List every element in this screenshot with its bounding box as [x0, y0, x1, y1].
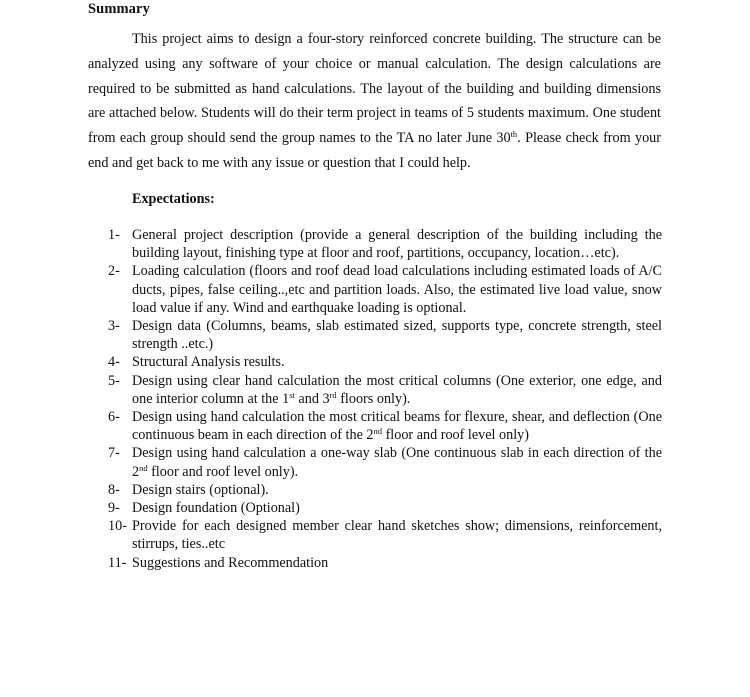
list-item-number: 10-: [108, 518, 127, 535]
list-item-text: [132, 353, 662, 371]
list-item-number: 1-: [108, 227, 120, 243]
list-item-text: [132, 408, 662, 444]
summary-text-2: . Please check from your end and get back to me with any issue or question that I could help.: [88, 130, 661, 171]
list-item-text-part: floor and roof level only): [382, 427, 529, 444]
list-item-text-part: Provide for each designed member clear hand sketches show; dimensions, reinforcement, stirrups, ties..etc: [132, 518, 662, 553]
list-item-8: [108, 481, 662, 499]
list-item-text: [132, 317, 662, 353]
list-item-superscript: nd: [373, 426, 383, 437]
list-item-text-part: General project description (provide a general description of the building including the building layout, finishing type at floor and roof, partitions, occupancy, location…etc).: [132, 227, 662, 262]
list-item-5: [108, 372, 662, 408]
list-item-1: [108, 226, 662, 262]
list-item-number: 2-: [108, 263, 120, 280]
list-item-number: 8-: [108, 481, 120, 498]
list-item-text-part: Design foundation (Optional): [132, 500, 300, 517]
list-item-text-part: Structural Analysis results.: [132, 354, 285, 371]
list-item-text: [132, 499, 662, 517]
expectations-heading: Expectations:: [132, 191, 215, 207]
list-item-text: [132, 226, 662, 262]
list-item-text: [132, 444, 662, 480]
list-item-text-part: Design using hand calculation a one-way slab (One continuous slab in each direction of the 2: [132, 445, 662, 480]
list-item-text-part: floor and roof level only).: [147, 463, 299, 480]
list-item-10: [108, 517, 662, 553]
list-item-9: [108, 499, 662, 517]
list-item-number: 3-: [108, 318, 120, 335]
list-item-3: [108, 317, 662, 353]
list-item-superscript: nd: [139, 462, 148, 473]
list-item-text-part: Design data (Columns, beams, slab estimated sized, supports type, concrete strength, steel strength ..etc.): [132, 318, 662, 353]
list-item-number: 4-: [108, 354, 120, 371]
list-item-number: 9-: [108, 500, 120, 517]
list-item-number: 7-: [108, 445, 120, 462]
list-item-6: [108, 408, 662, 444]
summary-text-1: This project aims to design a four-story reinforced concrete building. The structure can be analyzed using any software of your choice or manual calculation. The design calculations are required to be submitted as hand calculations. The layout of the building and building dimensions are attached below. Students will do their term project in teams of 5 students maximum. One student from each group should send the group names to the TA no later June 30: [88, 31, 661, 147]
list-item-text-part: Suggestions and Recommendation: [132, 554, 329, 571]
summary-superscript: th: [510, 129, 518, 140]
list-item-text-part: Design using hand calculation the most critical beams for flexure, shear, and deflection (One continuous beam in each direction of the 2: [132, 409, 662, 444]
list-item-number: 11-: [108, 554, 127, 571]
list-item-number: 5-: [108, 372, 120, 389]
list-item-text: [132, 554, 662, 572]
list-item-superscript: rd: [329, 389, 337, 400]
list-item-11: [108, 554, 662, 572]
list-item-7: [108, 444, 662, 480]
list-item-2: [108, 262, 662, 317]
list-item-4: [108, 353, 662, 371]
summary-paragraph: [88, 27, 661, 176]
list-item-text-part: Loading calculation (floors and roof dead load calculations including estimated loads of A/C ducts, pipes, false ceiling..,etc and partition loads. Also, the estimated live load value, snow load value if any. Wind and earthquake loading is optional.: [132, 263, 662, 316]
list-item-text: [132, 372, 662, 408]
list-item-text: [132, 262, 662, 317]
list-item-superscript: st: [289, 389, 295, 400]
list-item-text: [132, 481, 662, 499]
list-item-text-part: and 3: [294, 390, 330, 407]
summary-heading: Summary: [88, 1, 150, 17]
list-item-text: [132, 517, 662, 553]
list-item-number: 6-: [108, 409, 120, 426]
list-item-text-part: Design stairs (optional).: [132, 481, 269, 498]
expectations-list: [108, 226, 662, 572]
list-item-text-part: Design using clear hand calculation the most critical columns (One exterior, one edge, and one interior column at the 1: [132, 372, 662, 407]
list-item-text-part: floors only).: [336, 390, 411, 407]
